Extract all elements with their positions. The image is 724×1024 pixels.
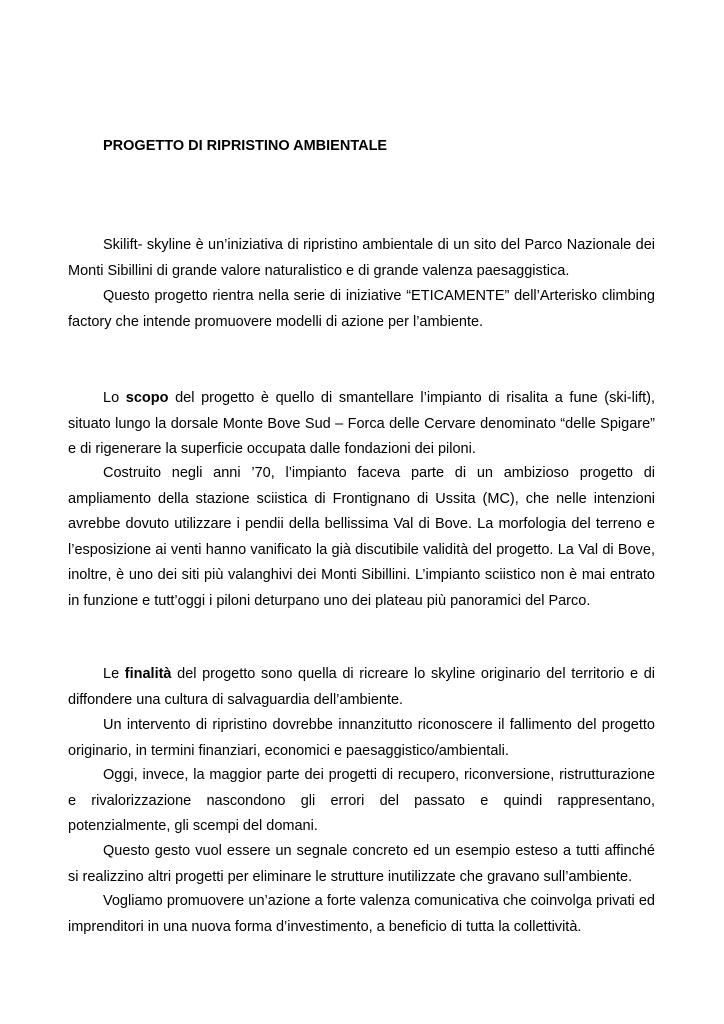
paragraph-intervento: Un intervento di ripristino dovrebbe innanzitutto riconoscere il fallimento del progetto originario, in termini finanziari, economici e paesaggistico/ambientali.	[68, 717, 655, 759]
paragraph-history: Costruito negli anni ’70, l’impianto faceva parte di un ambizioso progetto di ampliamento della stazione sciistica di Frontignano di Ussita (MC), che nelle intenzioni avrebbe dovuto utilizzare i pendii della bellissima Val di Bove. La morfologia del terreno e l’esposizione ai venti hanno vanificato la già discutibile validità del progetto. La Val di Bove, inoltre, è uno dei siti più valanghivi dei Monti Sibillini. L’impianto sciistico non è mai entrato in funzione e tutt’oggi i piloni deturpano uno dei plateau più panoramici del Parco.	[68, 465, 655, 609]
keyword-scopo: scopo	[125, 390, 169, 406]
paragraph-promuovere: Vogliamo promuovere un’azione a forte valenza comunicativa che coinvolga privati ed imprenditori in una nuova forma d’investimento, a beneficio di tutta la collettività.	[68, 893, 655, 935]
document-title: PROGETTO DI RIPRISTINO AMBIENTALE	[103, 138, 388, 154]
paragraph-scopo	[68, 386, 655, 463]
paragraph-finalita-lead: Le	[103, 666, 125, 682]
paragraph-scopo-lead: Lo	[103, 390, 126, 406]
paragraph-finalita-body: del progetto sono quella di ricreare lo skyline originario del territorio e di diffondere una cultura di salvaguardia dell’ambiente.	[68, 666, 655, 708]
paragraph-intro: Skilift- skyline è un’iniziativa di ripristino ambientale di un sito del Parco Nazionale dei Monti Sibillini di grande valore naturalistico e di grande valenza paesaggistica.	[68, 237, 655, 279]
paragraph-segnale: Questo gesto vuol essere un segnale concreto ed un esempio esteso a tutti affinché si realizzino altri progetti per eliminare le strutture inutilizzate che gravano sull’ambiente.	[68, 843, 655, 885]
keyword-finalita: finalità	[124, 666, 172, 682]
paragraph-scopo-body: del progetto è quello di smantellare l’impianto di risalita a fune (ski-lift), situato lungo la dorsale Monte Bove Sud – Forca delle Cervare denominato “delle Spigare” e di rigenerare la superficie occupata dalle fondazioni dei piloni.	[68, 390, 655, 457]
paragraph-oggi: Oggi, invece, la maggior parte dei progetti di recupero, riconversione, ristrutturazione e rivalorizzazione nascondono gli errori del passato e quindi rappresentano, potenzialmente, gli scempi del domani.	[68, 767, 655, 834]
paragraph-eticamente: Questo progetto rientra nella serie di iniziative “ETICAMENTE” dell’Arterisko climbing factory che intende promuovere modelli di azione per l’ambiente.	[68, 288, 655, 330]
paragraph-finalita	[68, 662, 655, 713]
